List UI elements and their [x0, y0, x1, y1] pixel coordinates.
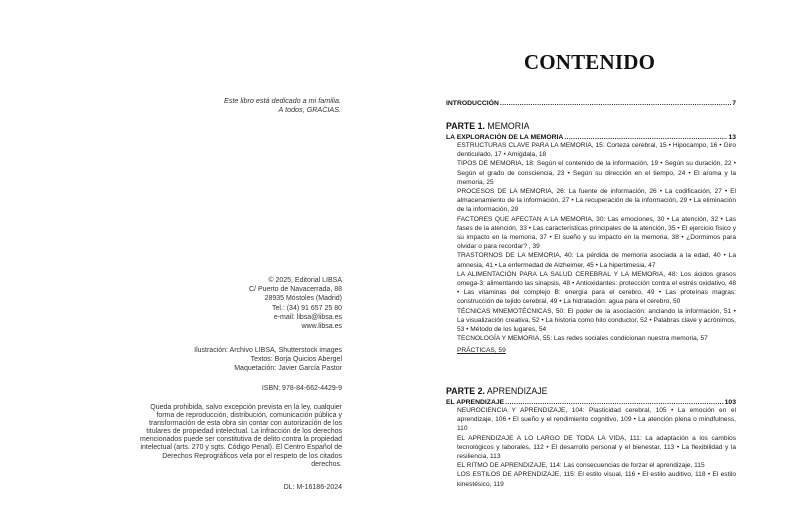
toc-entry[interactable]: LA ALIMENTACIÓN PARA LA SALUD CEREBRAL Y LA MEMORIA, 48: Los ácidos grasos omega-3: alimentando las sinapsis, 48 • Antioxidantes: protección contra el estrés oxidativo, 48 • Las vitaminas del complejo B: energía para el cerebro, 49 • Las proteínas magras: construcción de tejido cerebral, 49 • La hidratación: agua para el cerebro, 50	[457, 270, 736, 306]
toc-part-2	[446, 386, 736, 489]
leader-dots	[500, 100, 731, 107]
email-line: e-mail: libsa@libsa.es	[273, 313, 342, 321]
toc-row-page: 7	[732, 100, 736, 107]
isbn-text: ISBN: 978-84-662-4429-9	[261, 385, 342, 392]
toc-part-1	[446, 121, 736, 356]
toc-row-section[interactable]	[446, 134, 736, 141]
website-line: www.libsa.es	[301, 323, 342, 331]
publisher-contact	[142, 276, 342, 331]
address-line: C/ Puerto de Navacerrada, 88	[249, 286, 342, 294]
credit-line: Ilustración: Archivo LIBSA, Shutterstock images	[194, 347, 342, 354]
part-number: PARTE 2.	[446, 386, 485, 396]
dedication-line: A todos, GRACIAS.	[278, 105, 341, 114]
dedication-line: Este libro está dedicado a mi familia.	[223, 96, 341, 105]
toc-row-section[interactable]	[446, 399, 736, 406]
toc-row-page: 13	[728, 134, 736, 141]
credits	[142, 346, 342, 374]
toc-entry[interactable]: PROCESOS DE LA MEMORIA, 26: La fuente de información, 26 • La codificación, 27 • El almacenamiento de la información, 27 • La recuperación de la información, 29 • La eliminación de la información, 29	[457, 188, 736, 214]
toc-entry[interactable]: LOS ESTILOS DE APRENDIZAJE, 115: El estilo visual, 116 • El estilo auditivo, 118 • El estilo kinestésico, 119	[457, 471, 736, 488]
copyright-line: © 2025, Editorial LIBSA	[268, 277, 342, 284]
toc-row-introduction[interactable]	[446, 100, 736, 107]
credit-line: Textos: Borja Quicios Abergel	[250, 356, 342, 364]
part-name: MEMORIA	[487, 121, 530, 131]
leader-dots	[564, 134, 727, 141]
legal-deposit	[142, 483, 342, 492]
part-heading	[446, 386, 736, 397]
leader-dots	[505, 399, 723, 406]
toc-entry[interactable]: FACTORES QUE AFECTAN A LA MEMORIA, 30: Las emociones, 30 • La atención, 32 • Las fases de la atención, 33 • Las características principales de la atención, 35 • El ejercicio físico y su impacto en la memoria, 37 • El sueño y su impacto en la memoria, 38 • ¿Dormimos para olvidar o para recordar? , 39	[457, 215, 736, 251]
page-title: CONTENIDO	[523, 50, 656, 74]
legal-deposit-text: DL: M-16186-2024	[283, 484, 342, 491]
toc-entry[interactable]: EL RITMO DE APRENDIZAJE, 114: Las consecuencias de forzar el aprendizaje, 115	[457, 462, 705, 470]
legal-text: Queda prohibida, salvo excepción prevista en la ley, cualquier forma de reproducción, distribución, comunicación pública y transformación de esta obra sin contar con autorización de los titulares de propiedad intelectual. La infracción de los derechos mencionados puede ser constitutiva de delito contra la propiedad intelectual (arts. 270 y sgts. Código Penal). El Centro Español de Derechos Reprográficos vela por el respeto de los citados derechos.	[140, 404, 342, 468]
toc-entry[interactable]: NEUROCIENCIA Y APRENDIZAJE, 104: Plasticidad cerebral, 105 • La emoción en el aprendizaje, 106 • El sueño y el rendimiento cognitivo, 109 • La atención plena o mindfulness, 110	[457, 407, 736, 433]
toc-entry[interactable]: TIPOS DE MEMORIA, 18: Según el contenido de la información, 19 • Según su duración, 22 • Según el grado de consciencia, 23 • Según su dirección en el tiempo, 24 • El aroma y la memoria, 25	[457, 160, 736, 186]
dedication	[141, 96, 341, 114]
toc-introduction	[446, 100, 736, 107]
toc-entry[interactable]: TECNOLOGÍA Y MEMORIA, 55: Las redes sociales condicionan nuestra memoria, 57	[457, 335, 708, 343]
toc-entry[interactable]: TRASTORNOS DE LA MEMORIA, 40: La pérdida de memoria asociada a la edad, 40 • La amnesia, 41 • La enfermedad de Alzheimer, 45 • La hipertimesia, 47	[457, 252, 736, 269]
toc-row-page: 103	[724, 399, 736, 406]
toc-entry[interactable]: ESTRUCTURAS CLAVE PARA LA MEMORIA, 15: Corteza cerebral, 15 • Hipocampo, 16 • Giro denticulado, 17 • Amígdala, 18	[457, 142, 736, 159]
part-name: APRENDIZAJE	[486, 386, 548, 396]
right-page	[393, 0, 786, 529]
toc-row-label: LA EXPLORACIÓN DE LA MEMORIA	[446, 134, 564, 141]
part-heading	[446, 121, 736, 132]
toc-entries	[446, 406, 736, 489]
phone-line: Tel.: (34) 91 657 25 80	[271, 304, 342, 312]
legal-notice	[132, 404, 342, 469]
practicas-link[interactable]: PRÁCTICAS, 59	[457, 347, 506, 355]
address-line: 28935 Móstoles (Madrid)	[264, 295, 342, 303]
toc-entries	[446, 141, 736, 356]
toc-entry[interactable]: EL APRENDIZAJE A LO LARGO DE TODA LA VIDA, 111: La adaptación a los cambios tecnológicos y laborales, 112 • El desarrollo personal y el bienestar, 113 • La flexibilidad y la resiliencia, 113	[457, 434, 736, 461]
part-number: PARTE 1.	[446, 121, 485, 131]
toc-row-label: EL APRENDIZAJE	[446, 399, 505, 406]
toc-entry[interactable]: TÉCNICAS MNEMOTÉCNICAS, 50: El poder de la asociación: anclando la información, 51 • La visualización creativa, 52 • La historia como hilo conductor, 52 • Palabras clave y acrónimos, 53 • Método de los lugares, 54	[457, 307, 736, 334]
isbn	[142, 384, 342, 393]
credit-line: Maquetación: Javier García Pastor	[234, 365, 342, 373]
toc-row-label: INTRODUCCIÓN	[446, 100, 499, 107]
